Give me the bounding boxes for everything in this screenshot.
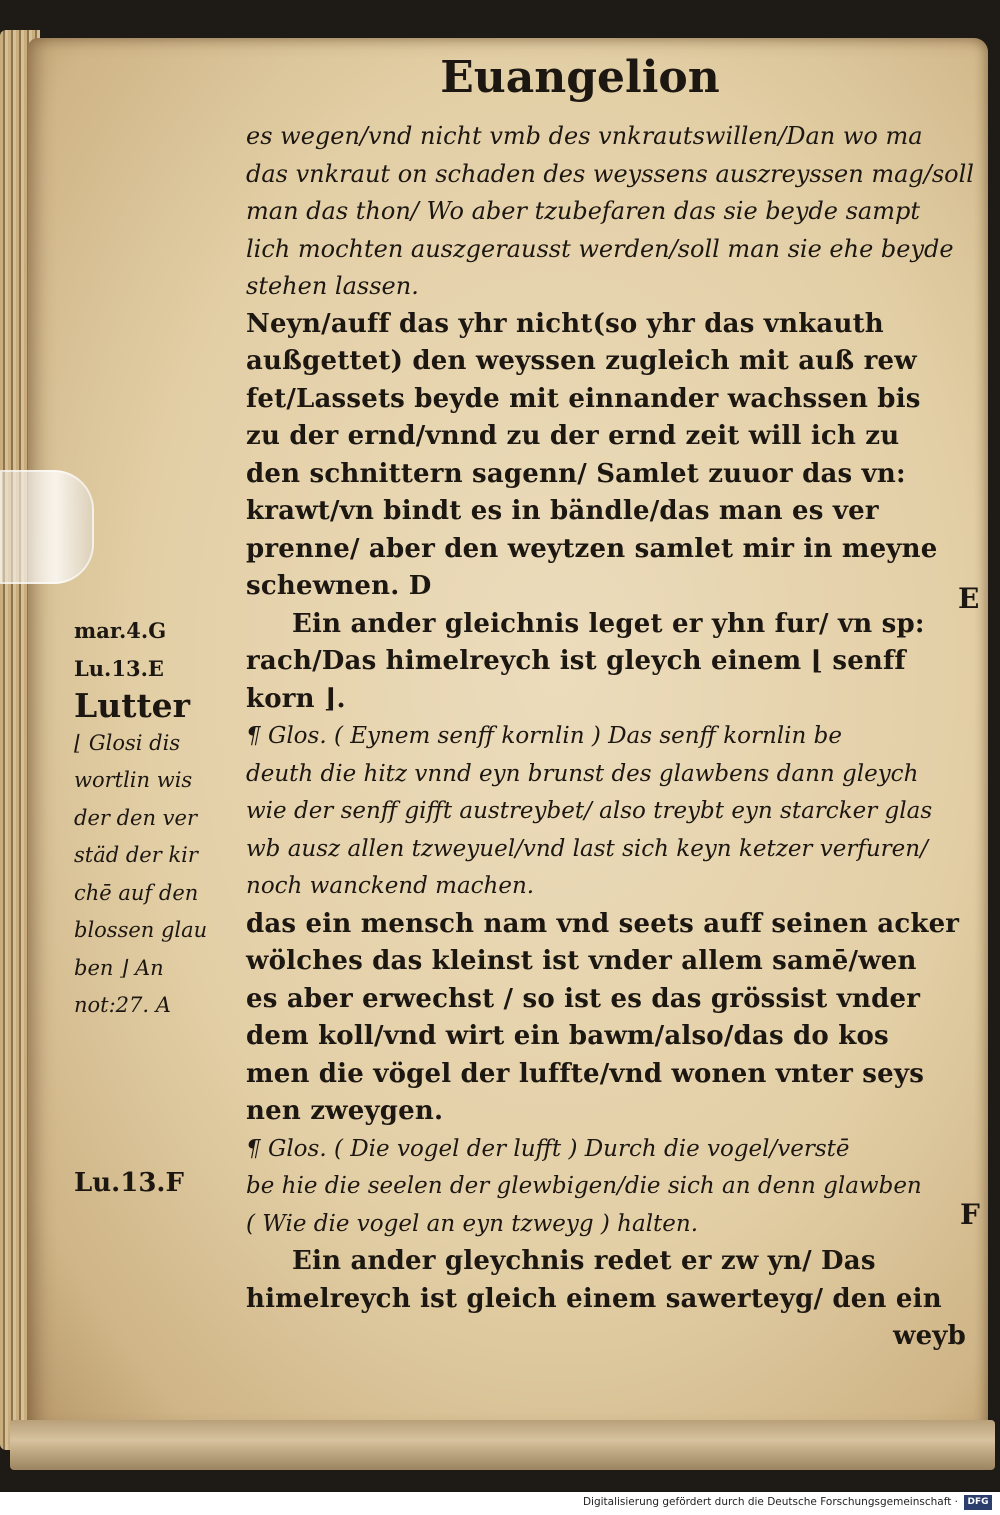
text-line: lich mochten auszgerausst werden/soll man sie ehe beyde <box>246 234 954 263</box>
text-line: das ein mensch nam vnd seets auff seinen acker <box>246 908 960 939</box>
text-line: es aber erwechst / so ist es das grössist vnder <box>246 983 921 1014</box>
page-clip <box>0 470 94 584</box>
text-line: außgettet) den weyssen zugleich mit auß rew <box>246 346 917 376</box>
margin-note-line: ⌊ Glosi dis <box>74 730 181 755</box>
margin-note-line: mar.4.G <box>74 618 167 643</box>
margin-note-line: wortlin wis <box>74 768 193 792</box>
text-line: wie der senff gifft austreybet/ also treybt eyn starcker glas <box>246 798 933 824</box>
text-line: korn ⌋. <box>246 683 346 714</box>
text-line: fet/Lassets beyde mit einnander wachssen bis <box>246 383 921 414</box>
margin-note-line: ben ⌋ An <box>74 955 164 980</box>
margin-note-line: not:27. A <box>74 993 171 1017</box>
text-line: prenne/ aber den weytzen samlet mir in meyne <box>246 533 938 564</box>
text-line: rach/Das himelreych ist gleych einem ⌊ senff <box>246 646 906 676</box>
text-line: deuth die hitz vnnd eyn brunst des glawbens dann gleych <box>246 760 919 787</box>
text-line: den schnittern sagenn/ Samlet zuuor das vn: <box>246 458 906 489</box>
text-line: schewnen. D <box>246 571 432 601</box>
text-line: Ein ander gleichnis leget er yhn fur/ vn sp: <box>292 608 925 639</box>
margin-notes <box>74 612 234 1025</box>
book-cover-edge <box>10 1420 995 1470</box>
text-line: wölches das kleinst ist vnder allem samē/wen <box>246 946 917 976</box>
text-line: noch wanckend machen. <box>246 873 535 899</box>
margin-note-line: chē auf den <box>74 880 199 905</box>
footer-credit: Digitalisierung gefördert durch die Deutsche Forschungsgemeinschaft · <box>582 1496 958 1508</box>
text-line: ( Wie die vogel an eyn tzweyg ) halten. <box>246 1210 699 1237</box>
text-line: nen zweygen. <box>246 1096 444 1126</box>
footer-bar <box>0 1492 1000 1515</box>
text-line: Ein ander gleychnis redet er zw yn/ Das <box>292 1246 876 1276</box>
text-line: zu der ernd/vnnd zu der ernd zeit will ich zu <box>246 421 900 451</box>
margin-note-line: blossen glau <box>74 918 208 942</box>
margin-note-line: Lutter <box>74 686 191 725</box>
text-line: weyb <box>892 1321 966 1351</box>
margin-note-line: städ der kir <box>74 843 198 867</box>
text-line: Neyn/auff das yhr nicht(so yhr das vnkauth <box>246 308 884 339</box>
text-line: ¶ Glos. ( Die vogel der lufft ) Durch die vogel/verstē <box>246 1135 850 1162</box>
text-line: be hie die seelen der glewbigen/die sich an denn glawben <box>246 1173 922 1199</box>
main-text-block <box>246 118 974 1356</box>
text-line: man das thon/ Wo aber tzubefaren das sie beyde sampt <box>246 197 921 225</box>
margin-note-reference: Lu.13.F <box>74 1168 184 1198</box>
margin-note-line: der den ver <box>74 805 197 830</box>
text-line: himelreych ist gleich einem sawerteyg/ den ein <box>246 1283 942 1314</box>
text-line: stehen lassen. <box>246 272 419 300</box>
text-line: men die vögel der luffte/vnd wonen vnter seys <box>246 1058 925 1089</box>
margin-note-line: Lu.13.E <box>74 655 164 681</box>
right-margin-mark-lower: F <box>960 1198 980 1231</box>
page-header: Euangelion <box>440 52 720 103</box>
text-line: krawt/vn bindt es in bändle/das man es ver <box>246 496 879 526</box>
dfg-logo: DFG <box>964 1495 992 1510</box>
right-margin-mark-upper: E <box>958 582 980 615</box>
text-line: wb ausz allen tzweyuel/vnd last sich keyn ketzer verfuren/ <box>246 835 928 862</box>
text-line: dem koll/vnd wirt ein bawm/also/das do kos <box>246 1021 889 1051</box>
text-line: das vnkraut on schaden des weyssens auszreyssen mag/soll <box>246 159 974 188</box>
margin-note-lower <box>74 1165 234 1203</box>
text-line: ¶ Glos. ( Eynem senff kornlin ) Das senff kornlin be <box>246 723 842 749</box>
text-line: es wegen/vnd nicht vmb des vnkrautswillen/Dan wo ma <box>246 122 923 150</box>
